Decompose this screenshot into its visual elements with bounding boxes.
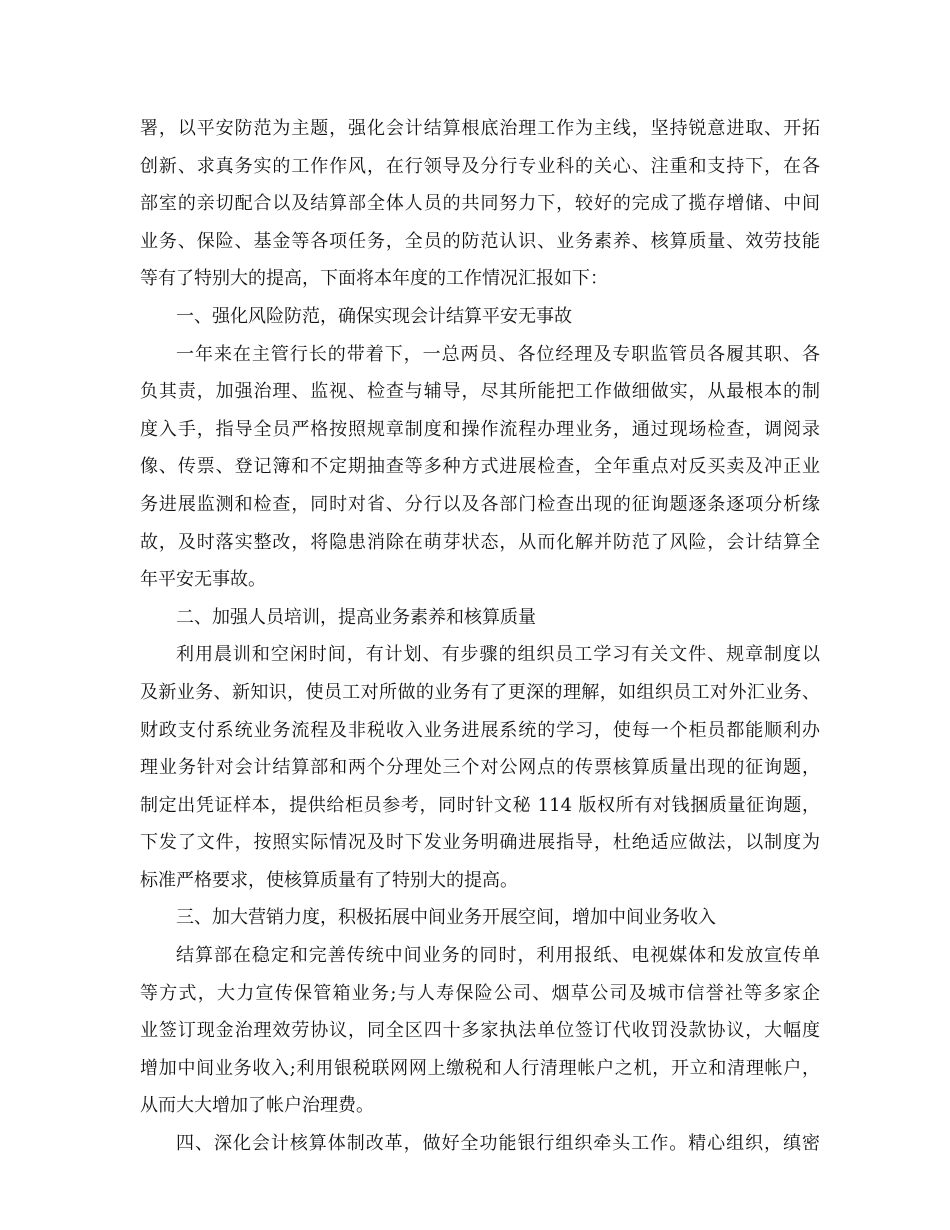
text-line: 结算部在稳定和完善传统中间业务的同时，利用报纸、电视媒体和发放宣传单 [176, 945, 820, 967]
text-line: 下发了文件，按照实际情况及时下发业务明确进展指导，杜绝适应做法，以制度为 [140, 832, 820, 854]
section-heading: 四、深化会计核算体制改革，做好全功能银行组织牵头工作。精心组织，缜密 [176, 1133, 820, 1155]
text-line: 财政支付系统业务流程及非税收入业务进展系统的学习，使每一个柜员都能顺利办 [140, 719, 820, 741]
text-line: 利用晨训和空闲时间，有计划、有步骤的组织员工学习有关文件、规章制度以 [176, 644, 820, 666]
document-body [140, 110, 820, 1163]
text-line: 标准严格要求，使核算质量有了特别大的提高。 [140, 869, 518, 891]
text-line: 增加中间业务收入;利用银税联网网上缴税和人行清理帐户之机，开立和清理帐户， [140, 1057, 820, 1079]
text-line: 部室的亲切配合以及结算部全体人员的共同努力下，较好的完成了揽存增储、中间 [140, 193, 820, 215]
text-line: 负其责，加强治理、监视、检查与辅导，尽其所能把工作做细做实，从最根本的制 [140, 381, 820, 403]
section-heading: 一、强化风险防范，确保实现会计结算平安无事故 [176, 305, 572, 327]
text-line: 年平安无事故。 [140, 569, 266, 591]
text-line: 一年来在主管行长的带着下，一总两员、各位经理及专职监管员各履其职、各 [176, 343, 820, 365]
text-line: 务进展监测和检查，同时对省、分行以及各部门检查出现的征询题逐条逐项分析缘 [140, 493, 820, 515]
text-line: 署，以平安防范为主题，强化会计结算根底治理工作为主线，坚持锐意进取、开拓 [140, 118, 820, 139]
section-heading: 三、加大营销力度，积极拓展中间业务开展空间，增加中间业务收入 [176, 907, 716, 929]
text-line: 等方式，大力宣传保管箱业务;与人寿保险公司、烟草公司及城市信誉社等多家企 [140, 982, 820, 1004]
section-heading: 二、加强人员培训，提高业务素养和核算质量 [176, 606, 536, 628]
text-line: 业务、保险、基金等各项任务，全员的防范认识、业务素养、核算质量、效劳技能 [140, 230, 820, 252]
text-line: 度入手，指导全员严格按照规章制度和操作流程办理业务，通过现场检查，调阅录 [140, 418, 820, 440]
text-line: 像、传票、登记簿和不定期抽查等多种方式进展检查，全年重点对反买卖及冲正业 [140, 456, 820, 478]
text-line: 制定出凭证样本，提供给柜员参考，同时针文秘 114 版权所有对钱捆质量征询题， [140, 794, 820, 816]
text-line: 故，及时落实整改，将隐患消除在萌芽状态，从而化解并防范了风险，会计结算全 [140, 531, 820, 553]
text-line: 从而大大增加了帐户治理费。 [140, 1095, 374, 1117]
text-line: 创新、求真务实的工作作风，在行领导及分行专业科的关心、注重和支持下，在各 [140, 155, 820, 177]
text-line: 理业务针对会计结算部和两个分理处三个对公网点的传票核算质量出现的征询题， [140, 757, 820, 779]
text-line: 业签订现金治理效劳协议，同全区四十多家执法单位签订代收罚没款协议，大幅度 [140, 1020, 820, 1042]
text-line: 等有了特别大的提高，下面将本年度的工作情况汇报如下： [140, 268, 608, 290]
text-line: 及新业务、新知识，使员工对所做的业务有了更深的理解，如组织员工对外汇业务、 [140, 681, 820, 703]
